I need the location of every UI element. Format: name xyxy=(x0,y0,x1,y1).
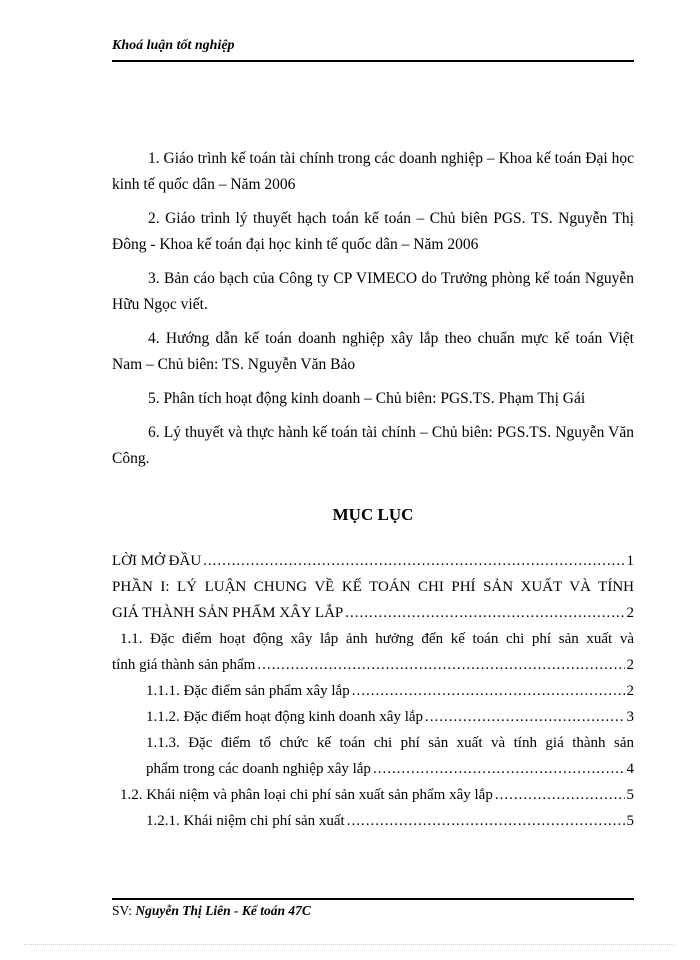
toc-entry[interactable] xyxy=(112,808,634,834)
footer-author: Nguyễn Thị Liên - Kế toán 47C xyxy=(135,903,311,918)
toc-page-number: 1 xyxy=(626,553,634,569)
toc-page-number: 3 xyxy=(626,709,634,725)
reference-item: 6. Lý thuyết và thực hành kế toán tài chính – Chủ biên: PGS.TS. Nguyễn Văn Công. xyxy=(112,424,634,467)
toc-entry-text: 1.1. Đặc điểm hoạt động xây lắp ảnh hưởng đến kế toán chi phí sản xuất và xyxy=(120,631,634,647)
toc-entry-text: 1.1.3. Đặc điểm tổ chức kế toán chi phí sản xuất và tính giá thành sản xyxy=(146,735,634,751)
toc-leader-dots xyxy=(257,652,624,678)
toc-leader-dots xyxy=(203,548,624,574)
toc-page-number: 5 xyxy=(626,813,634,829)
toc-title: MỤC LỤC xyxy=(332,505,414,524)
toc-entry[interactable] xyxy=(112,548,634,574)
reference-item: 2. Giáo trình lý thuyết hạch toán kế toán – Chủ biên PGS. TS. Nguyễn Thị Đông - Khoa kế toán đại học kinh tế quốc dân – Năm 2006 xyxy=(112,210,634,253)
toc-entry-text: LỜI MỞ ĐẦU xyxy=(112,553,202,569)
toc-entry-text: 1.2. Khái niệm và phân loại chi phí sản xuất sản phẩm xây lắp xyxy=(120,787,493,803)
toc-page-number: 4 xyxy=(626,761,634,777)
toc-entry[interactable] xyxy=(112,626,634,678)
page-footer xyxy=(112,903,634,919)
toc-entry-text: 1.1.1. Đặc điểm sản phẩm xây lắp xyxy=(146,683,350,699)
toc-entry-text: 1.1.2. Đặc điểm hoạt động kinh doanh xây lắp xyxy=(146,709,424,725)
page-bottom-divider xyxy=(24,944,674,945)
toc-entry-text-cont: tính giá thành sản phẩm xyxy=(112,657,256,673)
footer-rule xyxy=(112,898,634,900)
reference-item: 1. Giáo trình kế toán tài chính trong các doanh nghiệp – Khoa kế toán Đại học kinh tế quốc dân – Năm 2006 xyxy=(112,150,634,193)
toc-leader-dots xyxy=(347,808,625,834)
toc-leader-dots xyxy=(373,756,625,782)
toc-leader-dots xyxy=(352,678,625,704)
toc-entry-text-cont: phẩm trong các doanh nghiệp xây lắp xyxy=(146,761,371,777)
toc-page-number: 2 xyxy=(626,657,634,673)
toc-entry[interactable] xyxy=(112,730,634,782)
toc-entry[interactable] xyxy=(112,678,634,704)
toc-leader-dots xyxy=(345,600,624,626)
reference-item: 3. Bản cáo bạch của Công ty CP VIMECO do Trưởng phòng kế toán Nguyễn Hữu Ngọc viết. xyxy=(112,270,634,313)
toc-page-number: 2 xyxy=(626,683,634,699)
toc-entry-text: 1.2.1. Khái niệm chi phí sản xuất xyxy=(146,813,345,829)
toc-leader-dots xyxy=(495,782,625,808)
table-of-contents xyxy=(112,548,634,834)
toc-entry-text-cont: GIÁ THÀNH SẢN PHẨM XÂY LẮP xyxy=(112,605,344,621)
reference-item: 5. Phân tích hoạt động kinh doanh – Chủ biên: PGS.TS. Phạm Thị Gái xyxy=(148,390,586,407)
reference-item: 4. Hướng dẫn kế toán doanh nghiệp xây lắp theo chuẩn mực kế toán Việt Nam – Chủ biên: TS. Nguyễn Văn Bảo xyxy=(112,330,634,373)
page-header-title: Khoá luận tốt nghiệp xyxy=(112,38,235,53)
toc-entry[interactable] xyxy=(112,704,634,730)
toc-page-number: 2 xyxy=(626,605,634,621)
toc-entry[interactable] xyxy=(112,574,634,626)
toc-entry[interactable] xyxy=(112,782,634,808)
header-rule xyxy=(112,60,634,62)
footer-prefix: SV: xyxy=(112,903,136,918)
toc-page-number: 5 xyxy=(626,787,634,803)
references-list xyxy=(112,146,634,480)
toc-entry-text: PHẦN I: LÝ LUẬN CHUNG VỀ KẾ TOÁN CHI PHÍ SẢN XUẤT VÀ TÍNH xyxy=(112,579,634,595)
toc-leader-dots xyxy=(425,704,624,730)
